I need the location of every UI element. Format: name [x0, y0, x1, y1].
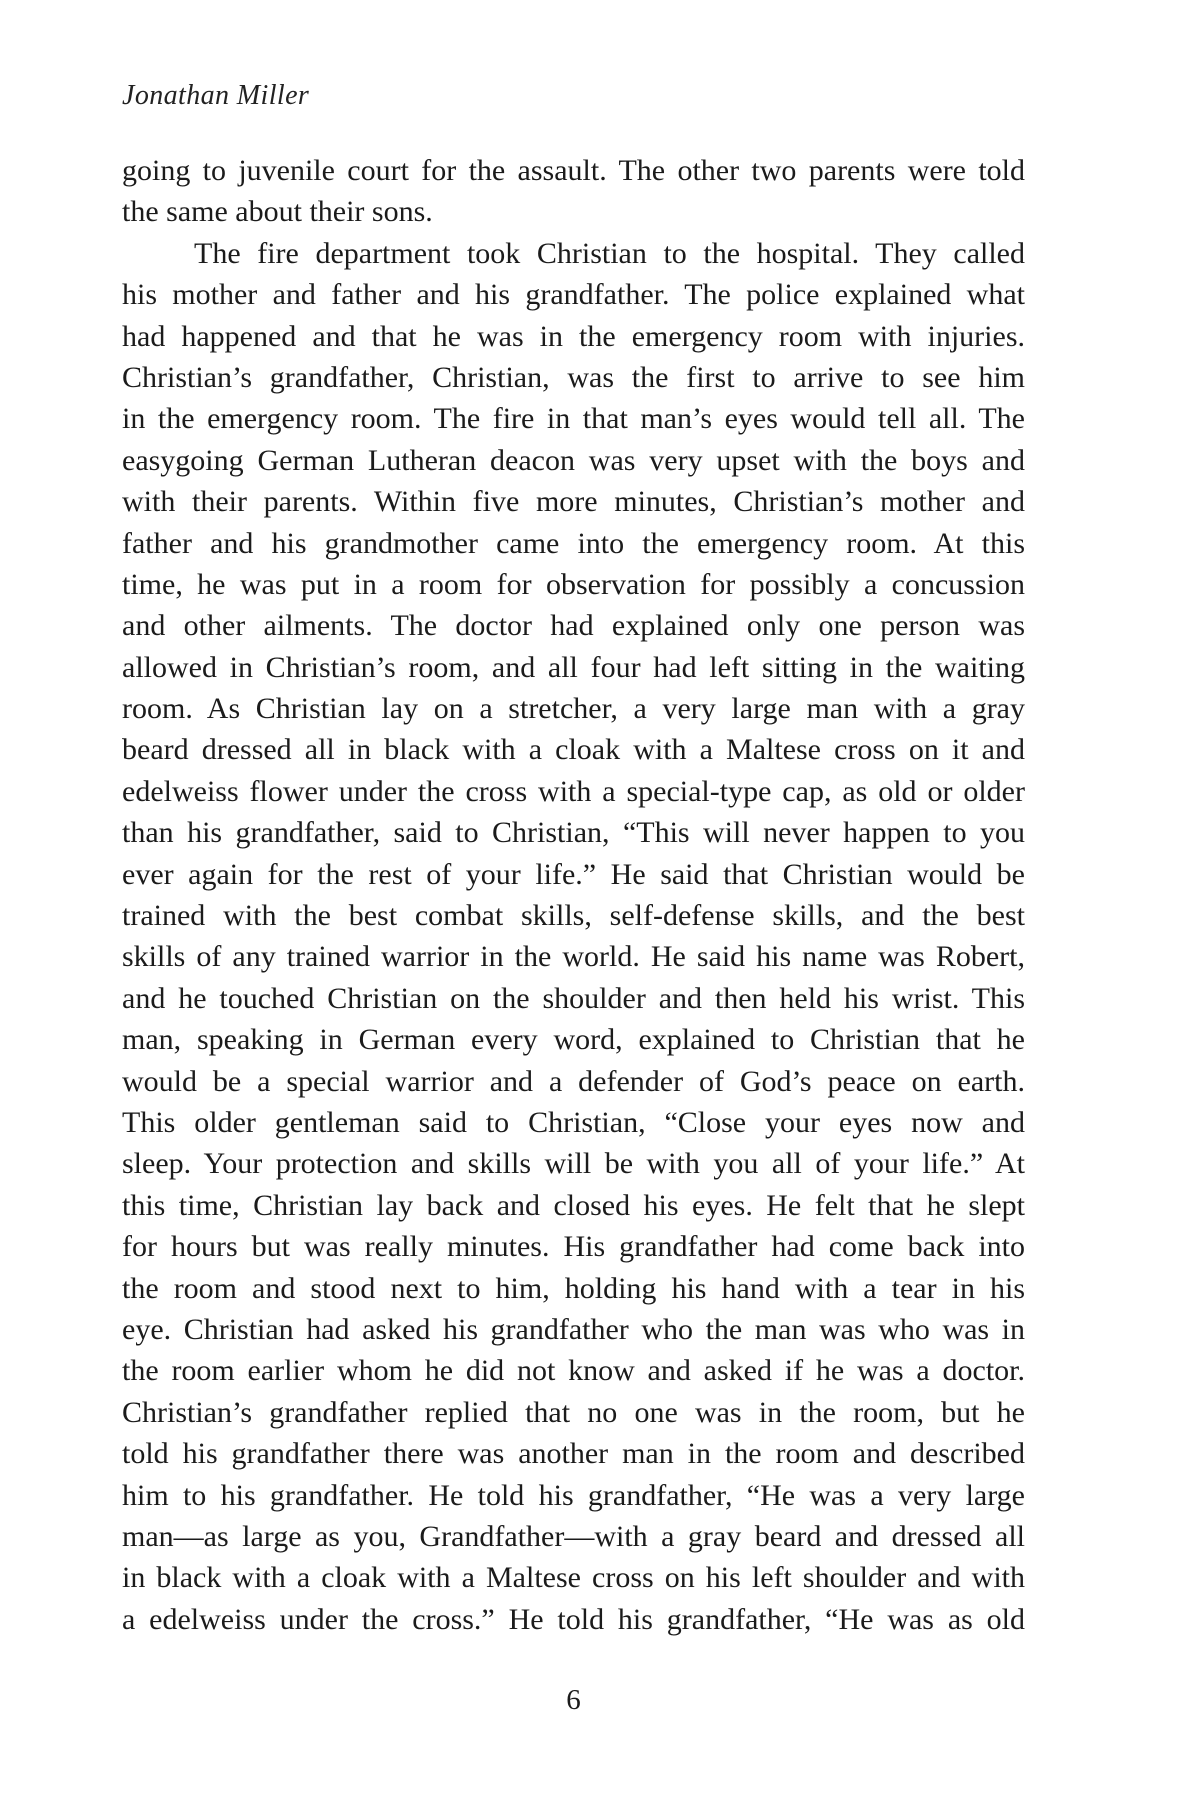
- text-line: told his grandfather there was another man in the room and described: [122, 1437, 1025, 1471]
- text-line: and other ailments. The doctor had explained only one person was: [122, 609, 1025, 643]
- text-line: the room and stood next to him, holding his hand with a tear in his: [122, 1271, 1025, 1305]
- text-line: eye. Christian had asked his grandfather who the man was who was in: [122, 1312, 1025, 1346]
- text-line: trained with the best combat skills, self-defense skills, and the best: [122, 899, 1025, 933]
- text-line: This older gentleman said to Christian, “Close your eyes now and: [122, 1105, 1025, 1139]
- text-line: man—as large as you, Grandfather—with a gray beard and dressed all: [122, 1519, 1025, 1553]
- text-line: The fire department took Christian to the hospital. They called: [194, 236, 1025, 270]
- text-line: a edelweiss under the cross.” He told his grandfather, “He was as old: [122, 1602, 1025, 1636]
- text-line: room. As Christian lay on a stretcher, a very large man with a gray: [122, 692, 1025, 726]
- paragraph: [122, 233, 1025, 1640]
- text-line: in black with a cloak with a Maltese cross on his left shoulder and with: [122, 1561, 1025, 1595]
- text-line: for hours but was really minutes. His grandfather had come back into: [122, 1230, 1025, 1264]
- page-number: 6: [566, 1684, 581, 1716]
- text-line: Christian’s grandfather, Christian, was the first to arrive to see him: [122, 360, 1025, 394]
- text-line: time, he was put in a room for observation for possibly a concussion: [122, 567, 1025, 601]
- text-line: had happened and that he was in the emergency room with injuries.: [122, 319, 1025, 353]
- text-line: allowed in Christian’s room, and all four had left sitting in the waiting: [122, 650, 1025, 684]
- text-line: this time, Christian lay back and closed his eyes. He felt that he slept: [122, 1188, 1025, 1222]
- text-line: in the emergency room. The fire in that man’s eyes would tell all. The: [122, 402, 1025, 436]
- paragraph: [122, 150, 1025, 233]
- text-line: and he touched Christian on the shoulder and then held his wrist. This: [122, 981, 1025, 1015]
- running-header-author: Jonathan Miller: [122, 80, 310, 111]
- text-line: skills of any trained warrior in the world. He said his name was Robert,: [122, 940, 1025, 974]
- text-line: his mother and father and his grandfather. The police explained what: [122, 278, 1025, 312]
- text-line: than his grandfather, said to Christian, “This will never happen to you: [122, 816, 1025, 850]
- text-line: him to his grandfather. He told his grandfather, “He was a very large: [122, 1478, 1025, 1512]
- text-line: would be a special warrior and a defender of God’s peace on earth.: [122, 1064, 1025, 1098]
- text-line: with their parents. Within five more minutes, Christian’s mother and: [122, 485, 1025, 519]
- text-line: father and his grandmother came into the emergency room. At this: [122, 526, 1025, 560]
- text-line: going to juvenile court for the assault. The other two parents were told: [122, 154, 1025, 187]
- text-line: ever again for the rest of your life.” He said that Christian would be: [122, 857, 1025, 891]
- text-line: man, speaking in German every word, explained to Christian that he: [122, 1023, 1025, 1057]
- text-line: the room earlier whom he did not know and asked if he was a doctor.: [122, 1354, 1025, 1388]
- text-line: beard dressed all in black with a cloak with a Maltese cross on it and: [122, 733, 1025, 767]
- text-line: edelweiss flower under the cross with a special-type cap, as old or older: [122, 774, 1025, 808]
- text-line: sleep. Your protection and skills will be with you all of your life.” At: [122, 1147, 1025, 1181]
- text-line: the same about their sons.: [122, 195, 433, 229]
- body-text: [122, 150, 1025, 1640]
- text-line: Christian’s grandfather replied that no one was in the room, but he: [122, 1395, 1025, 1429]
- text-line: easygoing German Lutheran deacon was very upset with the boys and: [122, 443, 1025, 477]
